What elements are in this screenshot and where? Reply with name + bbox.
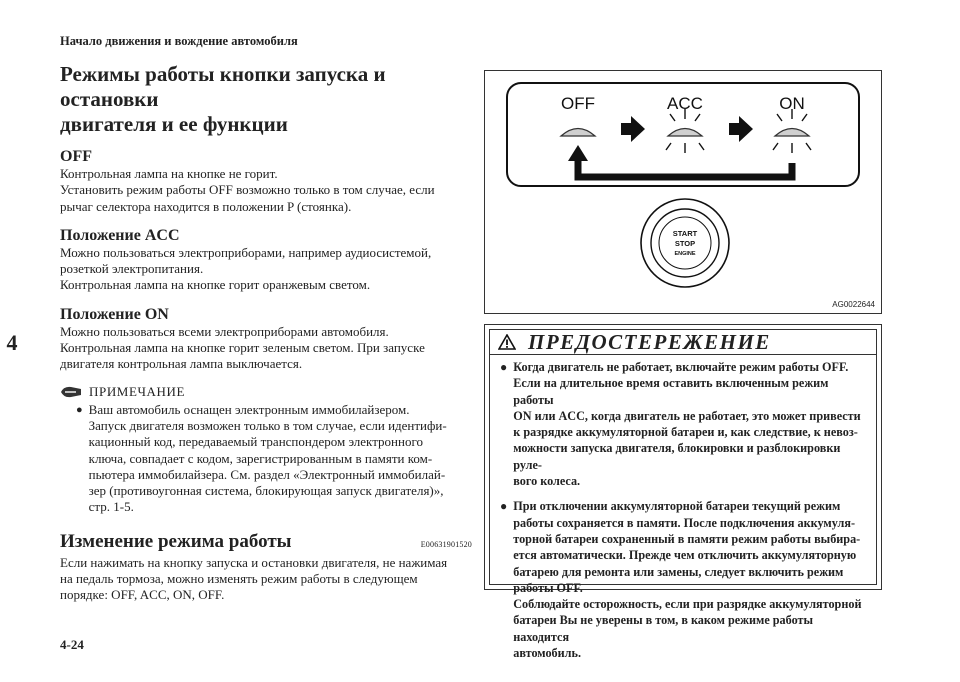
figure-code: AG0022644: [832, 300, 875, 309]
arrow-right-icon: [729, 116, 753, 142]
mode-change-title: Изменение режима работы: [60, 530, 292, 552]
button-text-stop: STOP: [674, 239, 696, 248]
return-arrow-icon: [578, 159, 792, 177]
label-on: ON: [779, 94, 805, 113]
warning-triangle-icon: [498, 334, 516, 350]
mode-change-code: E00631901520: [420, 539, 472, 549]
page-number: 4-24: [60, 637, 84, 652]
start-stop-button-icon: [641, 199, 729, 287]
label-off: OFF: [561, 94, 595, 113]
arrow-right-icon: [621, 116, 645, 142]
button-text-engine: ENGINE: [674, 251, 696, 257]
button-text-start: START: [672, 229, 698, 238]
mode-off-title: OFF: [60, 148, 92, 165]
mode-on-title: Положение ON: [60, 305, 169, 323]
note-header: [60, 384, 472, 400]
note-pen-icon: [60, 385, 82, 399]
warning-title: ПРЕДОСТЕРЕЖЕНИЕ: [528, 329, 771, 354]
mode-off-text: Контрольная лампа на кнопке не горит. Установить режим работы OFF возможно только в том случае, если рычаг селектора находится в положении P (стоянка).: [60, 166, 435, 214]
lamp-on-icon: [773, 109, 811, 153]
warning-text-2: При отключении аккумуляторной батареи текущий режим работы сохраняется в памяти. После подключения аккумуля- торной батареи сохраненный в памяти режим работы выбира- ется автоматически. Прежде чем отключить аккумуляторную батарею для ремонта или замены, следует включить режим работы OFF. Соблюдайте осторожность, если при разрядке аккумуляторной батареи Вы не уверены в том, в каком режиме работы находится автомобиль.: [513, 499, 862, 661]
bullet-icon: ●: [500, 360, 508, 374]
warning-item: [500, 359, 868, 489]
warning-header: [490, 330, 876, 355]
warning-body: [490, 355, 876, 661]
lamp-acc-icon: [666, 109, 704, 153]
ignition-diagram: [485, 71, 881, 313]
label-acc: ACC: [667, 94, 703, 113]
note-label: ПРИМЕЧАНИЕ: [89, 383, 186, 399]
warning-item: [500, 498, 868, 661]
warning-inner: [489, 329, 877, 661]
mode-change-heading: [60, 530, 472, 553]
return-arrow-head-icon: [568, 145, 588, 161]
warning-box: [484, 324, 882, 661]
running-header: Начало движения и вождение автомобиля: [60, 34, 298, 48]
section-title: Режимы работы кнопки запуска и остановки двигателя и ее функции: [60, 62, 386, 136]
mode-acc-text: Можно пользоваться электроприборами, например аудиосистемой, розеткой электропитания. Контрольная лампа на кнопке горит оранжевым светом.: [60, 244, 432, 293]
mode-change-text: Если нажимать на кнопку запуска и остановки двигателя, не нажимая на педаль тормоза, можно изменять режим работы в следующем порядке: OFF, ACC, ON, OFF.: [60, 554, 448, 603]
mode-on-text: Можно пользоваться всеми электроприборами автомобиля. Контрольная лампа на кнопке горит зеленым светом. При запуске двигателя контрольная лампа выключается.: [60, 323, 425, 372]
warning-text-1: Когда двигатель не работает, включайте режим работы OFF. Если на длительное время оставить включенным режим работы ON или ACC, когда двигатель не работает, это может привести к разрядке аккумуляторной батареи и, как следствие, к невоз- можности запуска двигателя, блокировки и разблокировки руле- вого колеса.: [513, 360, 861, 489]
note-text: Ваш автомобиль оснащен электронным иммобилайзером. Запуск двигателя возможен только в том случае, если идентифи- кационный код, передаваемый транспондером электронного ключа, совпадает с кодом, зарегистрированным в памяти ком- пьютера иммобилайзера. См. раздел «Электронный иммобилай- зер (противоугонная система, блокирующая запуск двигателя)», стр. 1-5.: [88, 401, 447, 515]
chapter-number: 4: [6, 330, 18, 355]
note-item: [76, 402, 472, 516]
lamp-off-icon: [561, 129, 595, 137]
bullet-icon: ●: [76, 403, 83, 416]
left-column: [60, 62, 472, 615]
ignition-mode-figure: [484, 70, 882, 314]
bullet-icon: ●: [500, 499, 508, 514]
mode-acc-title: Положение ACC: [60, 226, 180, 244]
